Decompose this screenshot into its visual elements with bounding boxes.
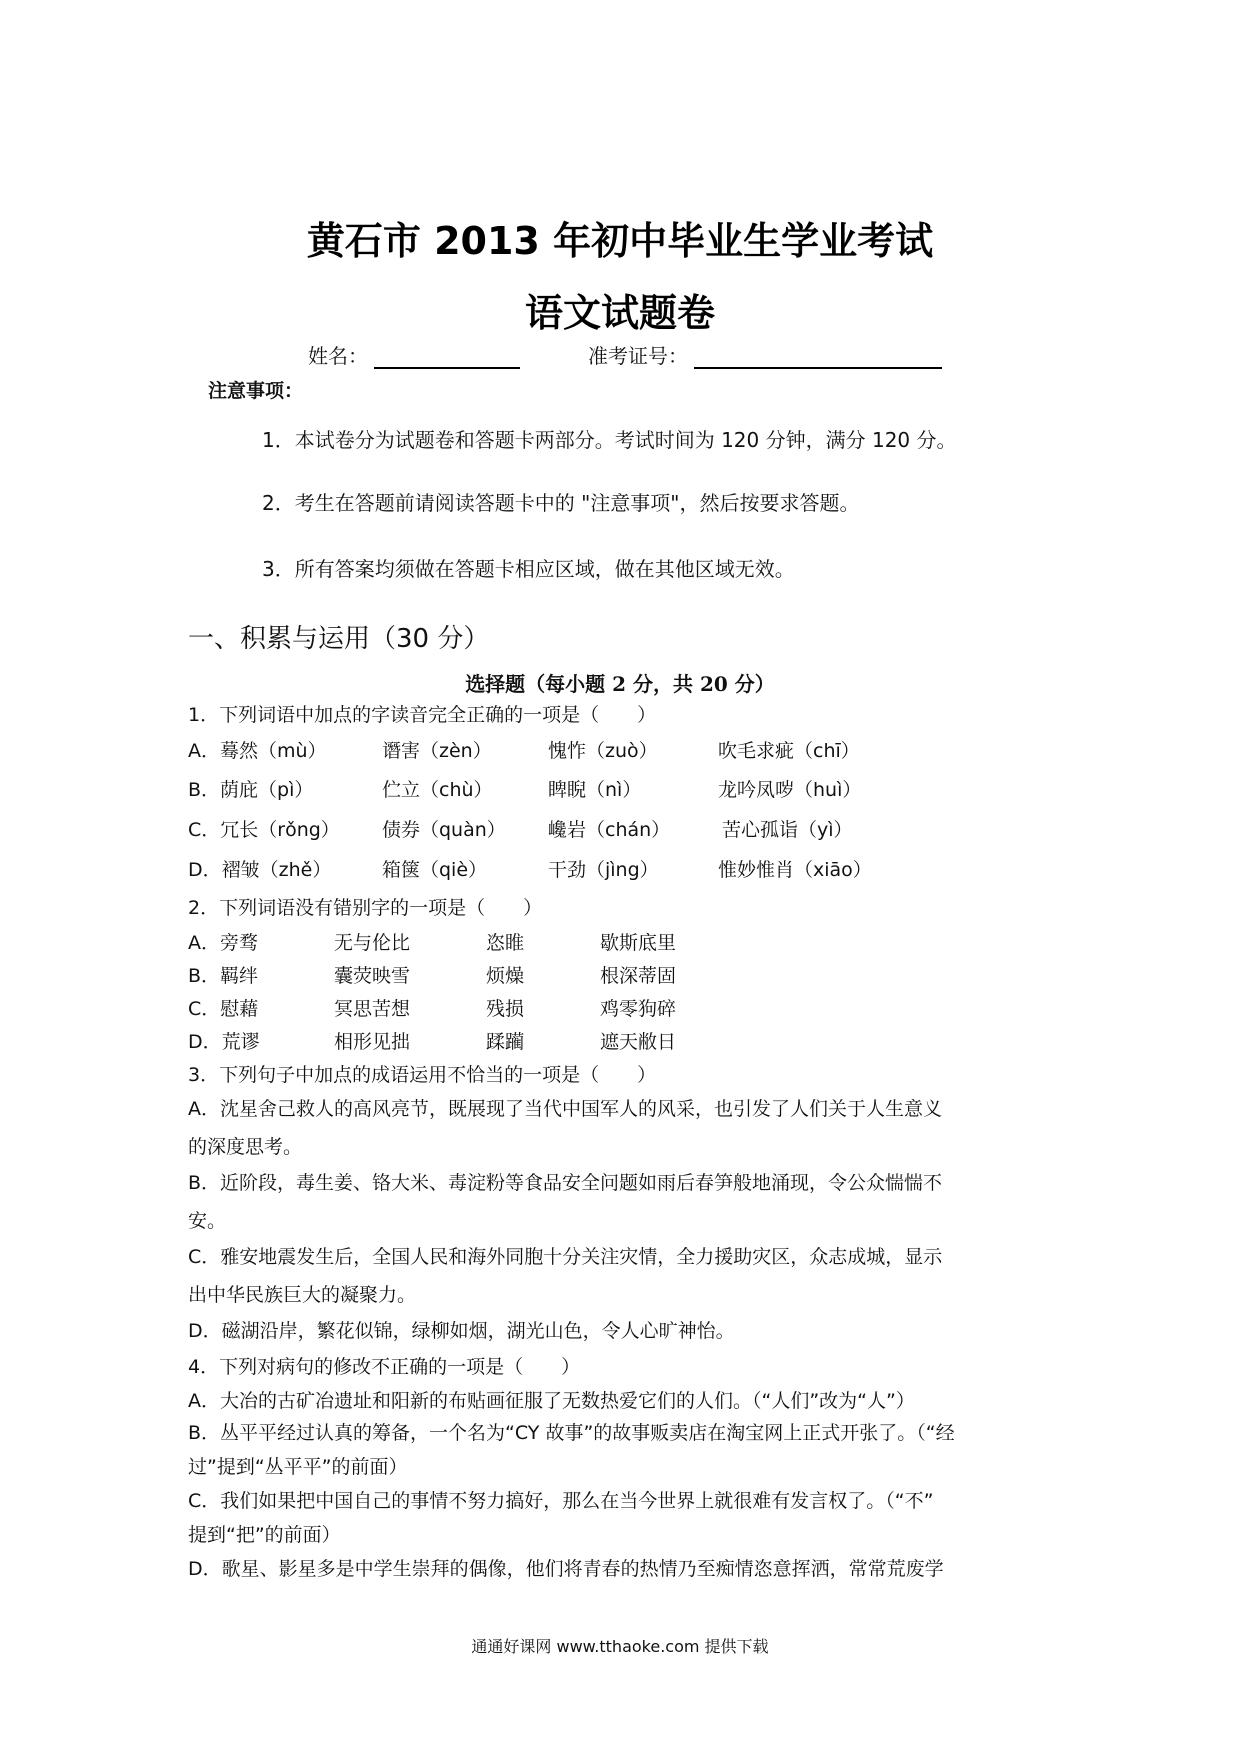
q1-option-cell: 苦心孤诣（yì） — [722, 819, 853, 841]
q3-text-line: B．近阶段，毒生姜、铬大米、毒淀粉等食品安全问题如雨后春笋般地涌现，令公众惴惴不 — [188, 1172, 943, 1194]
q2-option-cell: 冥思苦想 — [334, 998, 411, 1020]
exam-id-field[interactable] — [588, 340, 942, 369]
q1-option-cell: 谮害（zèn） — [382, 740, 492, 762]
q3-stem: 3．下列句子中加点的成语运用不恰当的一项是（ ） — [188, 1064, 657, 1086]
q1-option-cell: 惟妙惟肖（xiāo） — [718, 859, 872, 881]
name-label: 姓名： — [308, 344, 368, 368]
q4-stem: 4．下列对病句的修改不正确的一项是（ ） — [188, 1356, 581, 1378]
exam-subtitle: 语文试题卷 — [524, 291, 715, 335]
exam-id-blank[interactable] — [694, 347, 942, 369]
notice-item: 1．本试卷分为试题卷和答题卡两部分。考试时间为 120 分钟，满分 120 分。 — [262, 428, 957, 452]
q1-option-cell: 伫立（chù） — [382, 779, 493, 801]
q3-text-line: D．磁湖沿岸，繁花似锦，绿柳如烟，湖光山色，令人心旷神怡。 — [188, 1320, 735, 1342]
section-title: 一、积累与运用（30 分） — [188, 624, 490, 654]
q1-option-cell: B．荫庇（pì） — [188, 779, 314, 801]
name-blank[interactable] — [374, 347, 520, 369]
q4-text-line: 过”提到“丛平平”的前面） — [188, 1456, 408, 1478]
q1-option-cell: 愧怍（zuò） — [548, 740, 658, 762]
q1-option-cell: D．褶皱（zhě） — [188, 859, 332, 881]
notice-item: 3．所有答案均须做在答题卡相应区域，做在其他区域无效。 — [262, 557, 795, 581]
q2-option-cell: 鸡零狗碎 — [600, 998, 677, 1020]
q1-option-cell: 睥睨（nì） — [548, 779, 642, 801]
q1-option-cell: 干劲（jìng） — [548, 859, 659, 881]
q4-text-line: A．大冶的古矿冶遗址和阳新的布贴画征服了无数热爱它们的人们。（“人们”改为“人”） — [188, 1390, 915, 1412]
exam-title: 黄石市 2013 年初中毕业生学业考试 — [306, 219, 934, 263]
q3-text-line: 的深度思考。 — [188, 1136, 303, 1158]
footer-credit: 通通好课网 www.tthaoke.com 提供下载 — [471, 1637, 769, 1656]
q2-stem: 2．下列词语没有错别字的一项是（ ） — [188, 897, 543, 919]
q4-text-line: D．歌星、影星多是中学生崇拜的偶像，他们将青春的热情乃至痴情恣意挥洒，常常荒废学 — [188, 1558, 944, 1580]
q2-option-cell: 根深蒂固 — [600, 965, 677, 987]
q4-text-line: C．我们如果把中国自己的事情不努力搞好，那么在当今世界上就很难有发言权了。（“不” — [188, 1490, 934, 1512]
q1-option-cell: 龙吟凤哕（huì） — [718, 779, 862, 801]
q1-option-cell: C．冗长（rǒng） — [188, 819, 340, 841]
q2-option-cell: D．荒谬 — [188, 1031, 260, 1053]
notice-heading: 注意事项： — [208, 380, 304, 402]
exam-id-label: 准考证号： — [588, 344, 688, 368]
q3-text-line: A．沈星舍己救人的高风亮节，既展现了当代中国军人的风采，也引发了人们关于人生意义 — [188, 1098, 942, 1120]
q2-option-cell: 相形见拙 — [334, 1031, 411, 1053]
q1-stem: 1．下列词语中加点的字读音完全正确的一项是（ ） — [188, 704, 657, 726]
q2-option-cell: 残损 — [486, 998, 525, 1020]
q3-text-line: 安。 — [188, 1210, 227, 1232]
q2-option-cell: A．旁骛 — [188, 932, 258, 954]
q2-option-cell: 恣睢 — [486, 932, 525, 954]
q2-option-cell: 遮天敝日 — [600, 1031, 677, 1053]
q2-option-cell: 蹂躏 — [486, 1031, 525, 1053]
q3-text-line: C．雅安地震发生后，全国人民和海外同胞十分关注灾情，全力援助灾区，众志成城，显示 — [188, 1246, 943, 1268]
q3-text-line: 出中华民族巨大的凝聚力。 — [188, 1284, 417, 1306]
q2-option-cell: 囊荧映雪 — [334, 965, 411, 987]
q4-text-line: B．丛平平经过认真的筹备，一个名为“CY 故事”的故事贩卖店在淘宝网上正式开张了。（“经 — [188, 1422, 955, 1444]
q2-option-cell: 无与伦比 — [334, 932, 411, 954]
q2-option-cell: C．慰藉 — [188, 998, 259, 1020]
notice-item: 2．考生在答题前请阅读答题卡中的 "注意事项"，然后按要求答题。 — [262, 491, 860, 515]
q2-option-cell: 歇斯底里 — [600, 932, 677, 954]
section-subheading: 选择题（每小题 2 分，共 20 分） — [465, 672, 775, 696]
q2-option-cell: 烦燥 — [486, 965, 525, 987]
name-field[interactable] — [308, 340, 520, 369]
q2-option-cell: B．羁绊 — [188, 965, 259, 987]
q1-option-cell: 箱箧（qiè） — [382, 859, 488, 881]
q1-option-cell: 债券（quàn） — [382, 819, 506, 841]
q1-option-cell: 吹毛求疵（chī） — [718, 740, 860, 762]
q1-option-cell: A．蓦然（mù） — [188, 740, 327, 762]
q4-text-line: 提到“把”的前面） — [188, 1524, 341, 1546]
q1-option-cell: 巉岩（chán） — [548, 819, 671, 841]
